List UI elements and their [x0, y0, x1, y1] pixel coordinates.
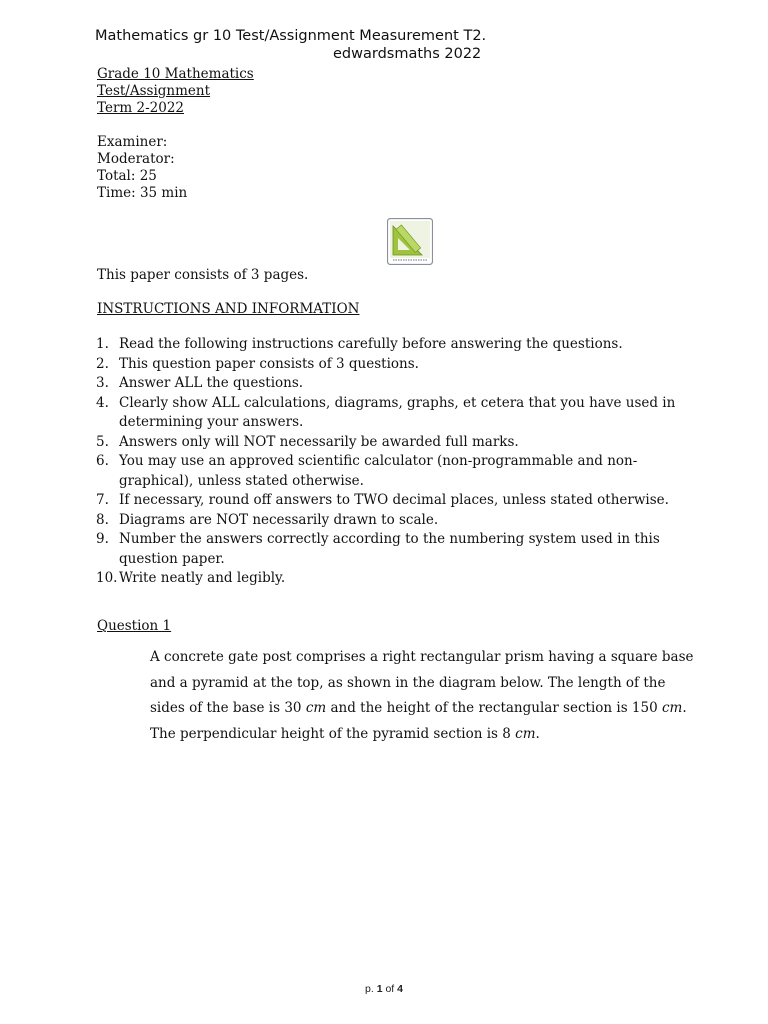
item-text: You may use an approved scientific calculator (non-programmable and non-graphical), unless stated otherwise. [119, 453, 638, 489]
item-number: 4. [96, 394, 109, 411]
page-number: 1 [376, 983, 383, 995]
question-text-part: . [535, 725, 540, 742]
type-label: Test/Assignment [97, 83, 211, 99]
item-text: Answers only will NOT necessarily be awarded full marks. [119, 433, 519, 450]
page-of: of [382, 983, 398, 995]
item-text: Write neatly and legibly. [119, 570, 286, 586]
item-text: Read the following instructions carefully before answering the questions. [119, 336, 623, 352]
list-item [96, 433, 696, 453]
item-number: 6. [96, 453, 109, 469]
list-item [96, 394, 696, 433]
list-item [96, 452, 696, 491]
list-item [96, 511, 696, 531]
item-number: 3. [96, 375, 109, 391]
pages-note: This paper consists of 3 pages. [97, 267, 309, 283]
unit-label: cm [515, 725, 536, 742]
item-number: 1. [96, 336, 109, 352]
question-text-part: . The perpendicular height of the pyramid section is 8 [150, 700, 687, 742]
instructions-title: INSTRUCTIONS AND INFORMATION [97, 301, 360, 317]
list-item [96, 335, 696, 355]
moderator-label: Moderator: [97, 151, 175, 167]
instructions-list [96, 335, 696, 589]
item-number: 10. [96, 570, 118, 586]
header-subtitle: edwardsmaths 2022 [333, 46, 482, 62]
list-item [96, 374, 696, 394]
list-item [96, 530, 696, 569]
question-1-text [150, 645, 695, 747]
grade-label: Grade 10 Mathematics [97, 66, 254, 82]
total-label: Total: 25 [97, 168, 157, 184]
unit-label: cm [662, 700, 683, 716]
item-text: If necessary, round off answers to TWO decimal places, unless stated otherwise. [119, 492, 669, 508]
item-text: This question paper consists of 3 questions. [119, 355, 419, 372]
question-text-part: and the height of the rectangular section is 150 [326, 700, 662, 716]
unit-label: cm [305, 700, 327, 716]
list-item [96, 491, 696, 511]
item-number: 2. [96, 355, 109, 372]
item-number: 8. [96, 511, 109, 528]
item-text: Clearly show ALL calculations, diagrams, graphs, et cetera that you have used in determining your answers. [119, 394, 676, 430]
item-number: 5. [96, 433, 109, 450]
header-title: Mathematics gr 10 Test/Assignment Measurement T2. [95, 28, 487, 44]
term-label: Term 2-2022 [97, 100, 184, 116]
set-square-ruler-logo-icon [387, 218, 433, 265]
page-footer [0, 983, 768, 995]
list-item [96, 569, 696, 589]
list-item [96, 355, 696, 375]
item-text: Answer ALL the questions. [119, 375, 304, 391]
item-text: Number the answers correctly according to the numbering system used in this question paper. [119, 531, 660, 567]
question-1-title: Question 1 [97, 618, 172, 634]
page-prefix: p. [365, 983, 377, 995]
page-total: 4 [397, 983, 403, 995]
item-number: 7. [96, 492, 109, 508]
item-text: Diagrams are NOT necessarily drawn to scale. [119, 511, 439, 528]
examiner-label: Examiner: [97, 134, 168, 150]
question-text-part: A concrete gate post comprises a right rectangular prism having a square base and a pyramid at the top, as shown in the diagram below. The length of the sides of the base is 30 [150, 649, 694, 716]
exam-info [97, 66, 254, 202]
time-label: Time: 35 min [97, 185, 188, 201]
item-number: 9. [96, 531, 109, 547]
